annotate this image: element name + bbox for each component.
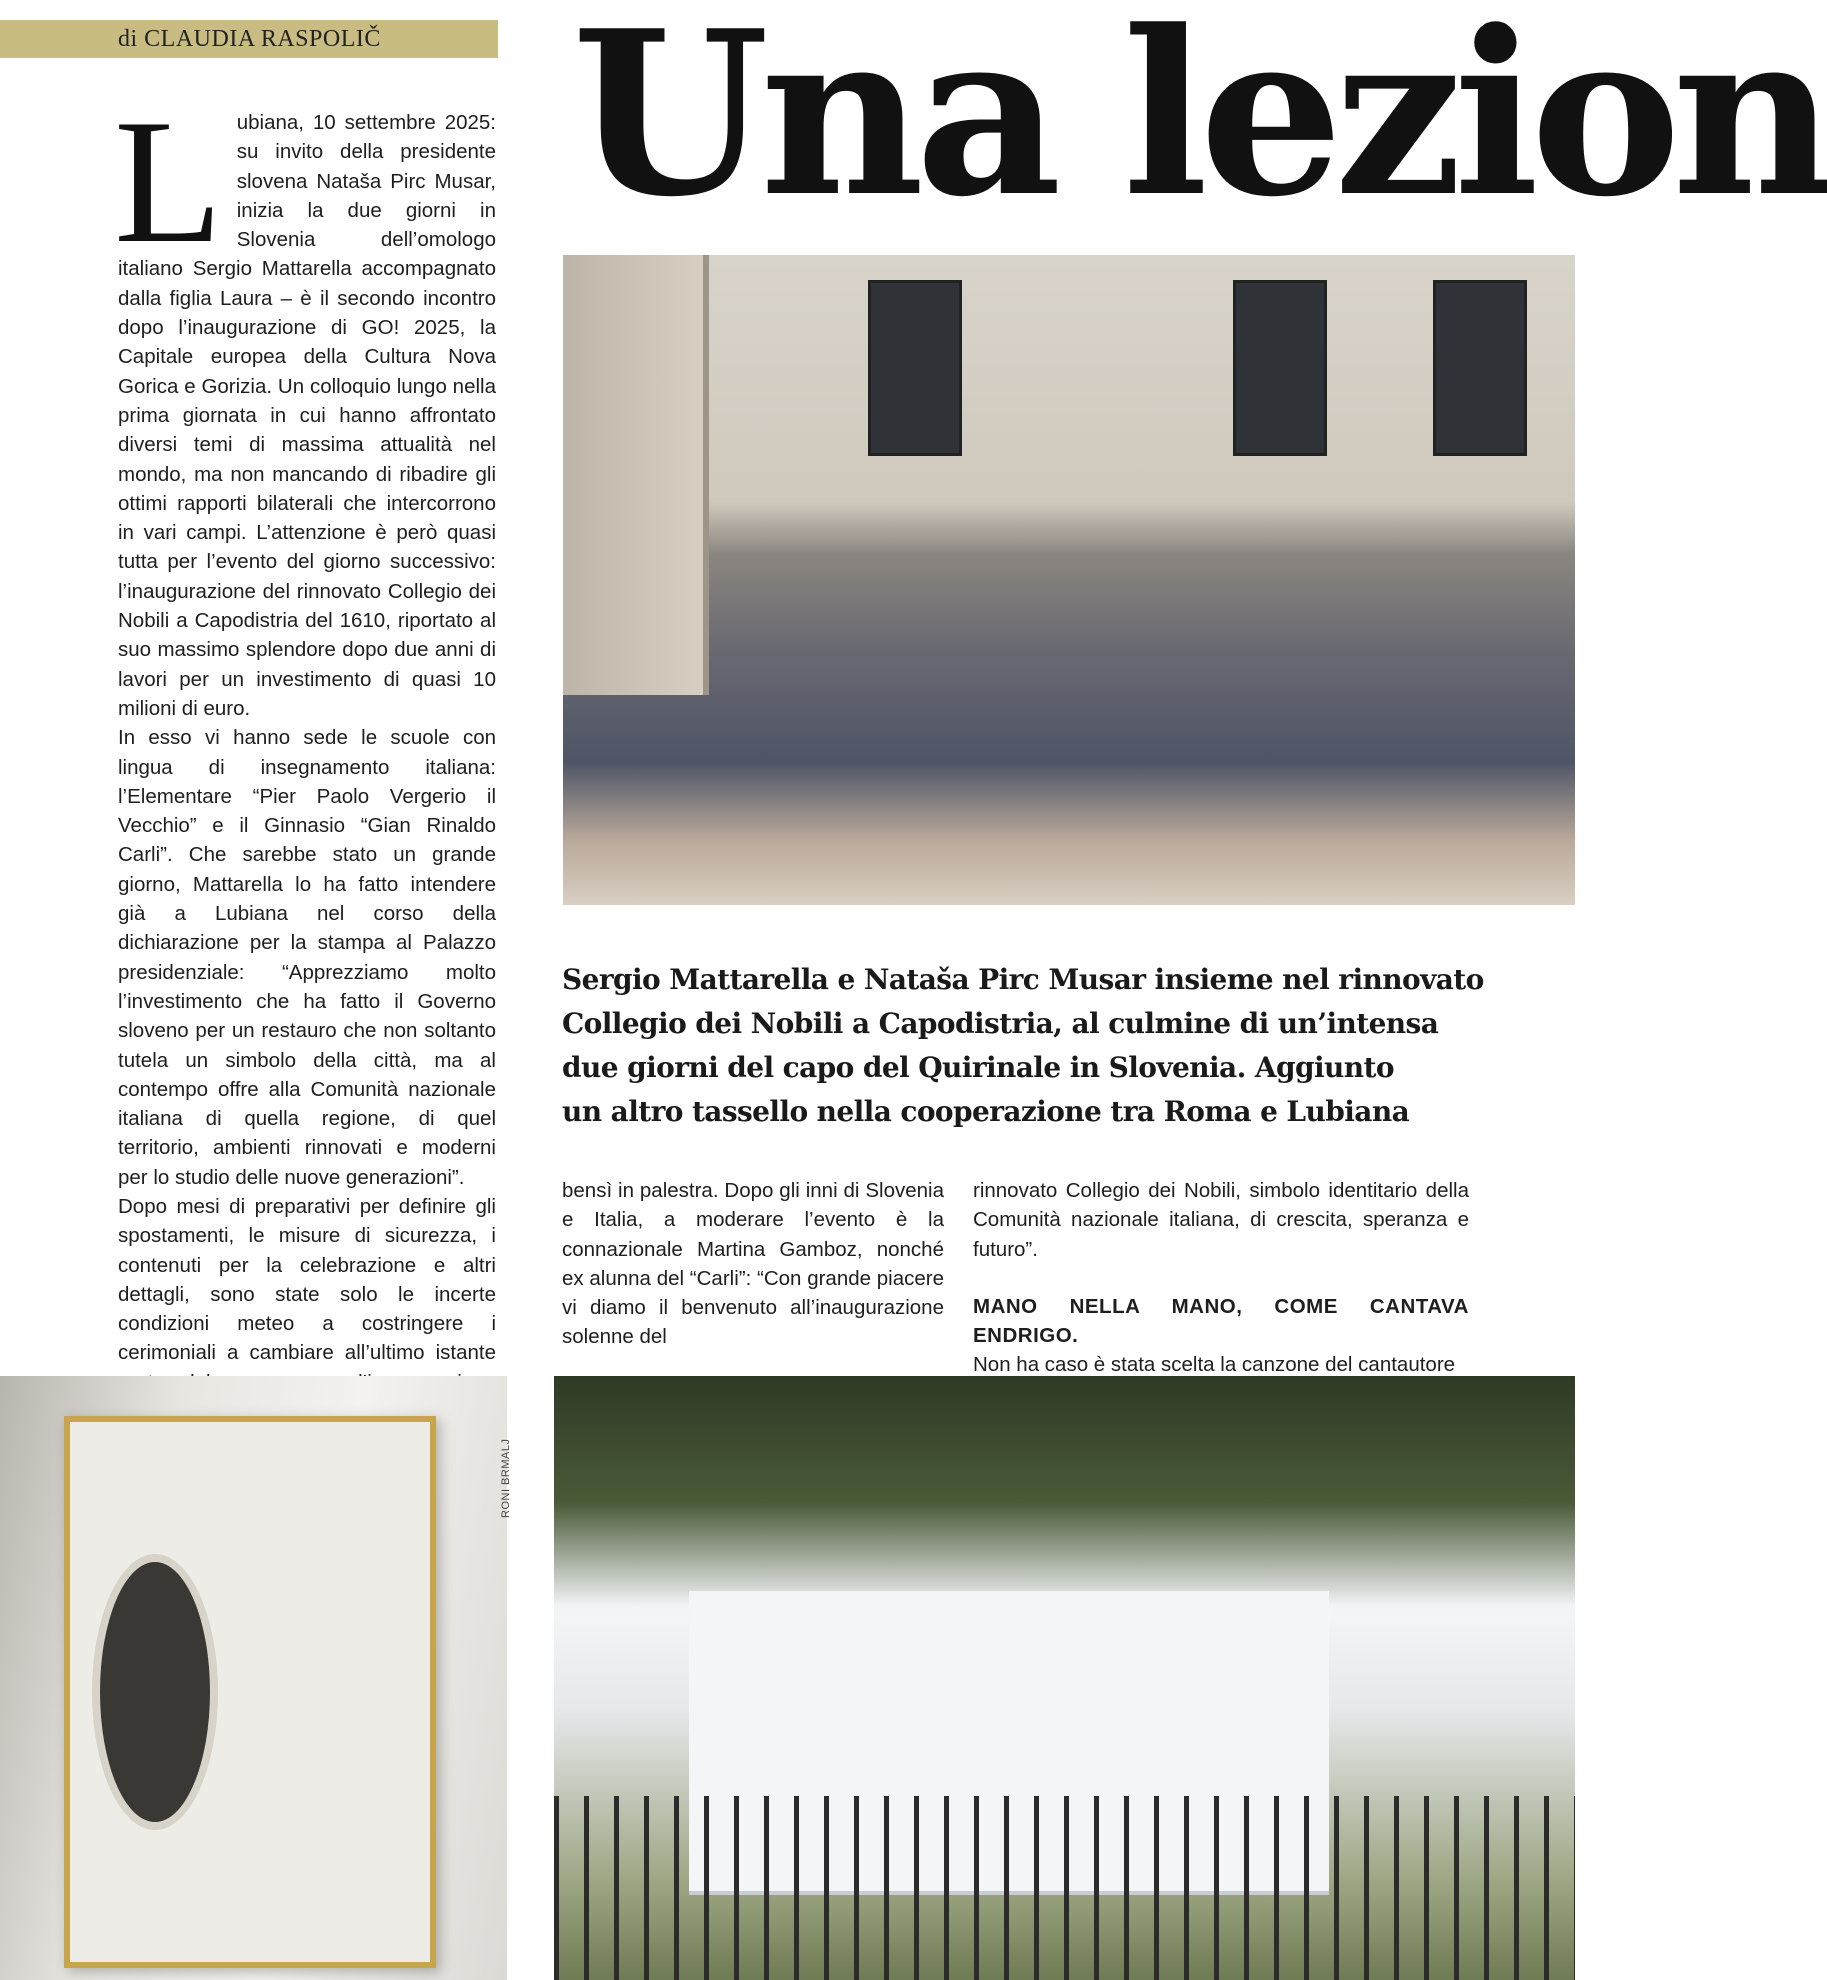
- arch-shape: [563, 255, 709, 695]
- deck-line: Sergio Mattarella e Nataša Pirc Musar insieme nel rinnovato: [562, 963, 1484, 996]
- paragraph: Non ha caso è stata scelta la canzone del cantautore: [973, 1353, 1456, 1377]
- dropcap: L: [114, 82, 223, 280]
- deck: [562, 958, 1575, 1134]
- fence-shape: [554, 1796, 1575, 1980]
- plaque-photo: [0, 1376, 507, 1980]
- body-column-middle: [562, 1176, 944, 1352]
- paragraph: bensì in palestra. Dopo gli inni di Slovenia e Italia, a moderare l’evento è la connazionale Martina Gamboz, nonché ex alunna del “Carli”: “Con grande piacere vi diamo il benvenuto all’inaugurazione solenne del: [562, 1179, 944, 1349]
- deck-line: Collegio dei Nobili a Capodistria, al culmine di un’intensa: [562, 1007, 1439, 1040]
- window-shape: [1233, 280, 1327, 456]
- headline: Una lezion: [572, 0, 1827, 247]
- body-column-right: [973, 1176, 1469, 1380]
- tree-shape: [554, 1376, 1575, 1606]
- deck-line: un altro tassello nella cooperazione tra Roma e Lubiana: [562, 1095, 1410, 1128]
- photo-credit: RONI BRMALJ: [500, 1438, 512, 1518]
- subhead: MANO NELLA MANO, COME CANTAVA ENDRIGO.: [973, 1294, 1469, 1348]
- paragraph: In esso vi hanno sede le scuole con lingua di insegnamento italiana: l’Elementare “Pier Paolo Vergerio il Vecchio” e il Ginnasio “Gian Rinaldo Carli”. Che sarebbe stato un grande giorno, Mattarella lo ha fatto intendere già a Lubiana nel corso della dichiarazione per la stampa al Palazzo presidenziale: “Apprezziamo molto l’investimento che ha fatto il Governo sloveno per un restauro che non soltanto tutela un simbolo della città, ma al contempo offre alla Comunità nazionale italiana di quella regione, di quel territorio, ambienti rinnovati e moderni per lo studio delle nuove generazioni”.: [118, 726, 496, 1189]
- paragraph: ubiana, 10 settembre 2025: su invito della presidente slovena Nataša Pirc Musar, inizia la due giorni in Slovenia dell’omologo italiano Sergio Mattarella accompagnato dalla figlia Laura – è il secondo incontro dopo l’inaugurazione di GO! 2025, la Capitale europea della Cultura Nova Gorica e Gorizia. Un colloquio lungo nella prima giornata in cui hanno affrontato diversi temi di massima attualità nel mondo, ma non mancando di ribadire gli ottimi rapporti bilaterali che intercorrono in vari campi. L’attenzione è però quasi tutta per l’evento del giorno successivo: l’inaugurazione del rinnovato Collegio dei Nobili a Capodistria del 1610, riportato al suo massimo splendore dopo due anni di lavori per un investimento di quasi 10 milioni di euro.: [118, 111, 496, 720]
- medallion-shape: [92, 1554, 218, 1830]
- group-photo: [563, 255, 1575, 905]
- body-column-left: [114, 82, 496, 1485]
- paragraph: Dopo mesi di preparativi per definire gli spostamenti, le misure di sicurezza, i contenuti per la celebrazione e altri dettagli, sono state solo le incerte condizioni meteo a costringere i cerimoniali a cambiare all’ultimo istante: [118, 1194, 496, 1365]
- paragraph: rinnovato Collegio dei Nobili, simbolo identitario della Comunità nazionale italiana, di crescita, speranza e futuro”.: [973, 1179, 1469, 1261]
- deck-line: due giorni del capo del Quirinale in Slovenia. Aggiunto: [562, 1051, 1394, 1084]
- building-photo: [554, 1376, 1575, 1980]
- window-shape: [1433, 280, 1527, 456]
- window-shape: [868, 280, 962, 456]
- byline: di CLAUDIA RASPOLIČ: [0, 20, 498, 58]
